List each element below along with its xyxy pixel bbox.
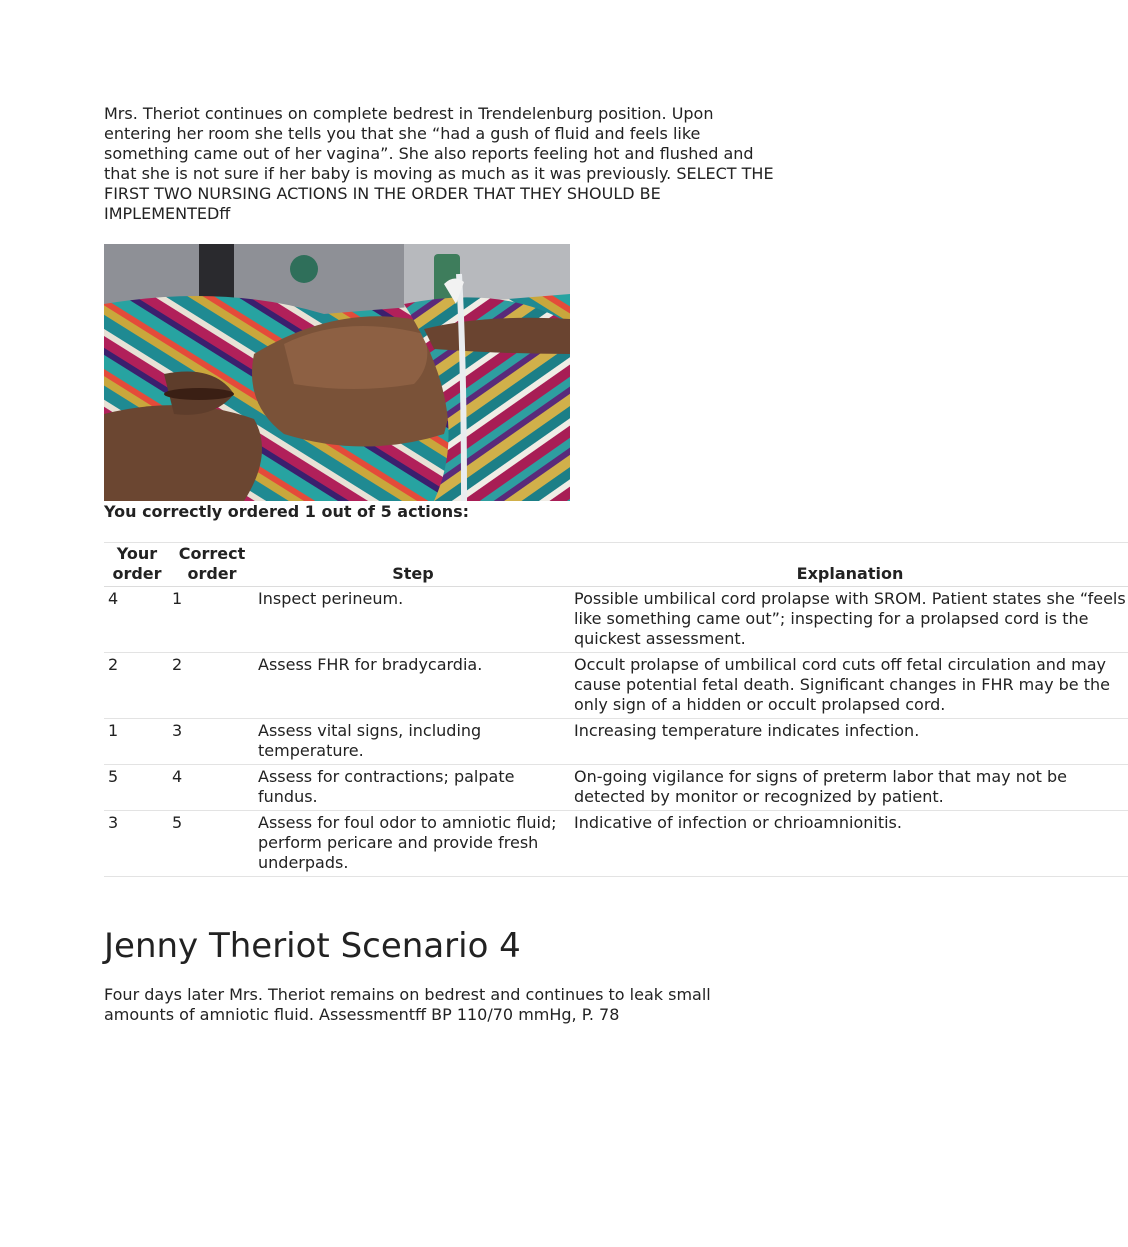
explanation-cell: Occult prolapse of umbilical cord cuts off fetal circulation and may cause potential fetal death. Significant changes in FHR may be the only sign of a hidden or occult prolapsed cord. xyxy=(570,653,1128,719)
ordering-results-table xyxy=(104,542,1128,877)
your-order-cell: 1 xyxy=(104,719,168,765)
scenario-paragraph: Four days later Mrs. Theriot remains on bedrest and continues to leak small amounts of amniotic fluid. Assessmentff BP 110/70 mmHg, P. 78 xyxy=(104,985,711,1024)
step-cell: Assess for contractions; palpate fundus. xyxy=(254,765,570,811)
correct-order-cell: 4 xyxy=(168,765,254,811)
explanation-cell: Increasing temperature indicates infection. xyxy=(570,719,1128,765)
your-order-cell: 4 xyxy=(104,587,168,653)
document-page xyxy=(104,104,1126,1024)
your-order-cell: 2 xyxy=(104,653,168,719)
step-cell: Assess FHR for bradycardia. xyxy=(254,653,570,719)
explanation-cell: Indicative of infection or chrioamnionitis. xyxy=(570,811,1128,877)
step-cell: Assess for foul odor to amniotic fluid; perform pericare and provide fresh underpads. xyxy=(254,811,570,877)
header-explanation: Explanation xyxy=(570,543,1128,587)
correct-order-cell: 3 xyxy=(168,719,254,765)
your-order-cell: 5 xyxy=(104,765,168,811)
patient-ultrasound-photo xyxy=(104,244,570,501)
table-row xyxy=(104,653,1128,719)
header-correct-order: Correct order xyxy=(168,543,254,587)
table-row xyxy=(104,811,1128,877)
scenario-intro-paragraph: Mrs. Theriot continues on complete bedrest in Trendelenburg position. Upon entering her room she tells you that she “had a gush of fluid and feels like something came out of her vagina”. She also reports feeling hot and flushed and that she is not sure if her baby is moving as much as it was previously. SELECT THE FIRST TWO NURSING ACTIONS IN THE ORDER THAT THEY SHOULD BE IMPLEMENTEDff xyxy=(104,104,774,223)
table-row xyxy=(104,719,1128,765)
explanation-cell: Possible umbilical cord prolapse with SROM. Patient states she “feels like something came out”; inspecting for a prolapsed cord is the quickest assessment. xyxy=(570,587,1128,653)
header-your-order: Your order xyxy=(104,543,168,587)
table-header-row xyxy=(104,543,1128,587)
table-row xyxy=(104,765,1128,811)
correct-order-cell: 1 xyxy=(168,587,254,653)
step-cell: Assess vital signs, including temperature. xyxy=(254,719,570,765)
result-summary: You correctly ordered 1 out of 5 actions: xyxy=(104,502,469,521)
table-row xyxy=(104,587,1128,653)
correct-order-cell: 5 xyxy=(168,811,254,877)
header-step: Step xyxy=(254,543,570,587)
explanation-cell: On-going vigilance for signs of preterm labor that may not be detected by monitor or recognized by patient. xyxy=(570,765,1128,811)
step-cell: Inspect perineum. xyxy=(254,587,570,653)
scenario-heading: Jenny Theriot Scenario 4 xyxy=(104,926,521,966)
correct-order-cell: 2 xyxy=(168,653,254,719)
ordering-results-table-container xyxy=(104,542,1126,877)
your-order-cell: 3 xyxy=(104,811,168,877)
